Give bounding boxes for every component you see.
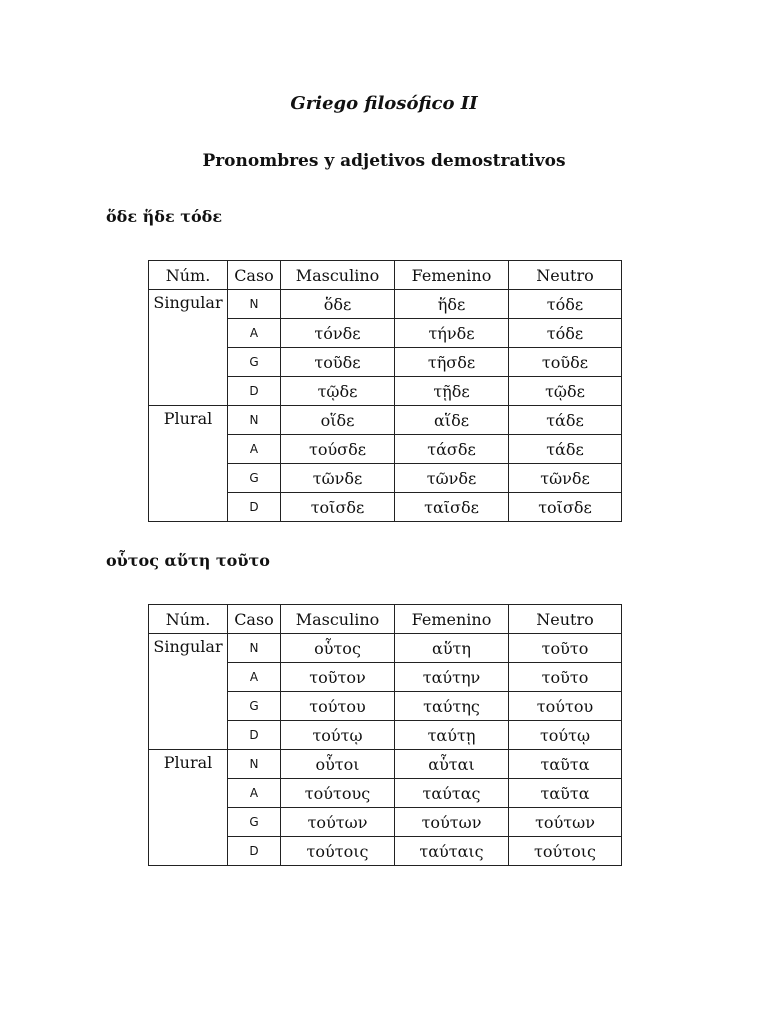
feminine-cell: ἥδε bbox=[395, 290, 509, 319]
neuter-cell: τούτων bbox=[509, 808, 622, 837]
feminine-cell: ταύταις bbox=[395, 837, 509, 866]
document-title: Griego filosófico II bbox=[290, 93, 478, 114]
table-header-row bbox=[149, 261, 622, 290]
case-cell: A bbox=[228, 319, 281, 348]
case-cell: N bbox=[228, 406, 281, 435]
neuter-cell: ταῦτα bbox=[509, 779, 622, 808]
feminine-cell: τῆσδε bbox=[395, 348, 509, 377]
neuter-cell: τούτου bbox=[509, 692, 622, 721]
header-case: Caso bbox=[228, 261, 281, 290]
feminine-cell: τούτων bbox=[395, 808, 509, 837]
feminine-cell: αὕτη bbox=[395, 634, 509, 663]
case-cell: G bbox=[228, 692, 281, 721]
declension-table-hode bbox=[148, 260, 622, 522]
neuter-cell: τάδε bbox=[509, 435, 622, 464]
neuter-cell: τόδε bbox=[509, 319, 622, 348]
table-header-row bbox=[149, 605, 622, 634]
masculine-cell: τόνδε bbox=[281, 319, 395, 348]
masculine-cell: τούτοις bbox=[281, 837, 395, 866]
masculine-cell: οὗτος bbox=[281, 634, 395, 663]
feminine-cell: τῶνδε bbox=[395, 464, 509, 493]
section-heading-houtos: οὗτος αὕτη τοῦτο bbox=[106, 551, 270, 570]
feminine-cell: τάσδε bbox=[395, 435, 509, 464]
number-singular: Singular bbox=[149, 290, 228, 406]
number-singular: Singular bbox=[149, 634, 228, 750]
case-cell: D bbox=[228, 493, 281, 522]
case-cell: D bbox=[228, 837, 281, 866]
masculine-cell: τοῦδε bbox=[281, 348, 395, 377]
header-masculine: Masculino bbox=[281, 605, 395, 634]
feminine-cell: τῇδε bbox=[395, 377, 509, 406]
case-cell: A bbox=[228, 779, 281, 808]
feminine-cell: αὗται bbox=[395, 750, 509, 779]
neuter-cell: τοῖσδε bbox=[509, 493, 622, 522]
case-cell: G bbox=[228, 808, 281, 837]
neuter-cell: ταῦτα bbox=[509, 750, 622, 779]
masculine-cell: τούτου bbox=[281, 692, 395, 721]
feminine-cell: ταύτῃ bbox=[395, 721, 509, 750]
table-row bbox=[149, 406, 622, 435]
feminine-cell: ταύτης bbox=[395, 692, 509, 721]
feminine-cell: τήνδε bbox=[395, 319, 509, 348]
feminine-cell: αἵδε bbox=[395, 406, 509, 435]
masculine-cell: τοῖσδε bbox=[281, 493, 395, 522]
neuter-cell: τῷδε bbox=[509, 377, 622, 406]
header-masculine: Masculino bbox=[281, 261, 395, 290]
table-row bbox=[149, 634, 622, 663]
header-neuter: Neutro bbox=[509, 605, 622, 634]
case-cell: G bbox=[228, 464, 281, 493]
document-subtitle: Pronombres y adjetivos demostrativos bbox=[202, 151, 566, 171]
header-neuter: Neutro bbox=[509, 261, 622, 290]
case-cell: N bbox=[228, 290, 281, 319]
masculine-cell: τούτῳ bbox=[281, 721, 395, 750]
header-feminine: Femenino bbox=[395, 605, 509, 634]
masculine-cell: τοῦτον bbox=[281, 663, 395, 692]
neuter-cell: τούτοις bbox=[509, 837, 622, 866]
case-cell: A bbox=[228, 435, 281, 464]
masculine-cell: τούτων bbox=[281, 808, 395, 837]
number-plural: Plural bbox=[149, 406, 228, 522]
feminine-cell: ταύτας bbox=[395, 779, 509, 808]
masculine-cell: τῷδε bbox=[281, 377, 395, 406]
feminine-cell: ταύτην bbox=[395, 663, 509, 692]
header-num: Núm. bbox=[149, 261, 228, 290]
masculine-cell: τούσδε bbox=[281, 435, 395, 464]
neuter-cell: τοῦτο bbox=[509, 634, 622, 663]
number-plural: Plural bbox=[149, 750, 228, 866]
case-cell: N bbox=[228, 634, 281, 663]
header-num: Núm. bbox=[149, 605, 228, 634]
neuter-cell: τοῦδε bbox=[509, 348, 622, 377]
neuter-cell: τοῦτο bbox=[509, 663, 622, 692]
header-case: Caso bbox=[228, 605, 281, 634]
case-cell: N bbox=[228, 750, 281, 779]
feminine-cell: ταῖσδε bbox=[395, 493, 509, 522]
masculine-cell: οἵδε bbox=[281, 406, 395, 435]
neuter-cell: τούτῳ bbox=[509, 721, 622, 750]
neuter-cell: τάδε bbox=[509, 406, 622, 435]
masculine-cell: τούτους bbox=[281, 779, 395, 808]
table-row bbox=[149, 290, 622, 319]
header-feminine: Femenino bbox=[395, 261, 509, 290]
section-heading-hode: ὅδε ἥδε τόδε bbox=[106, 207, 223, 226]
case-cell: D bbox=[228, 721, 281, 750]
neuter-cell: τόδε bbox=[509, 290, 622, 319]
neuter-cell: τῶνδε bbox=[509, 464, 622, 493]
case-cell: G bbox=[228, 348, 281, 377]
table-row bbox=[149, 750, 622, 779]
masculine-cell: οὗτοι bbox=[281, 750, 395, 779]
declension-table-houtos bbox=[148, 604, 622, 866]
case-cell: D bbox=[228, 377, 281, 406]
masculine-cell: τῶνδε bbox=[281, 464, 395, 493]
masculine-cell: ὅδε bbox=[281, 290, 395, 319]
case-cell: A bbox=[228, 663, 281, 692]
